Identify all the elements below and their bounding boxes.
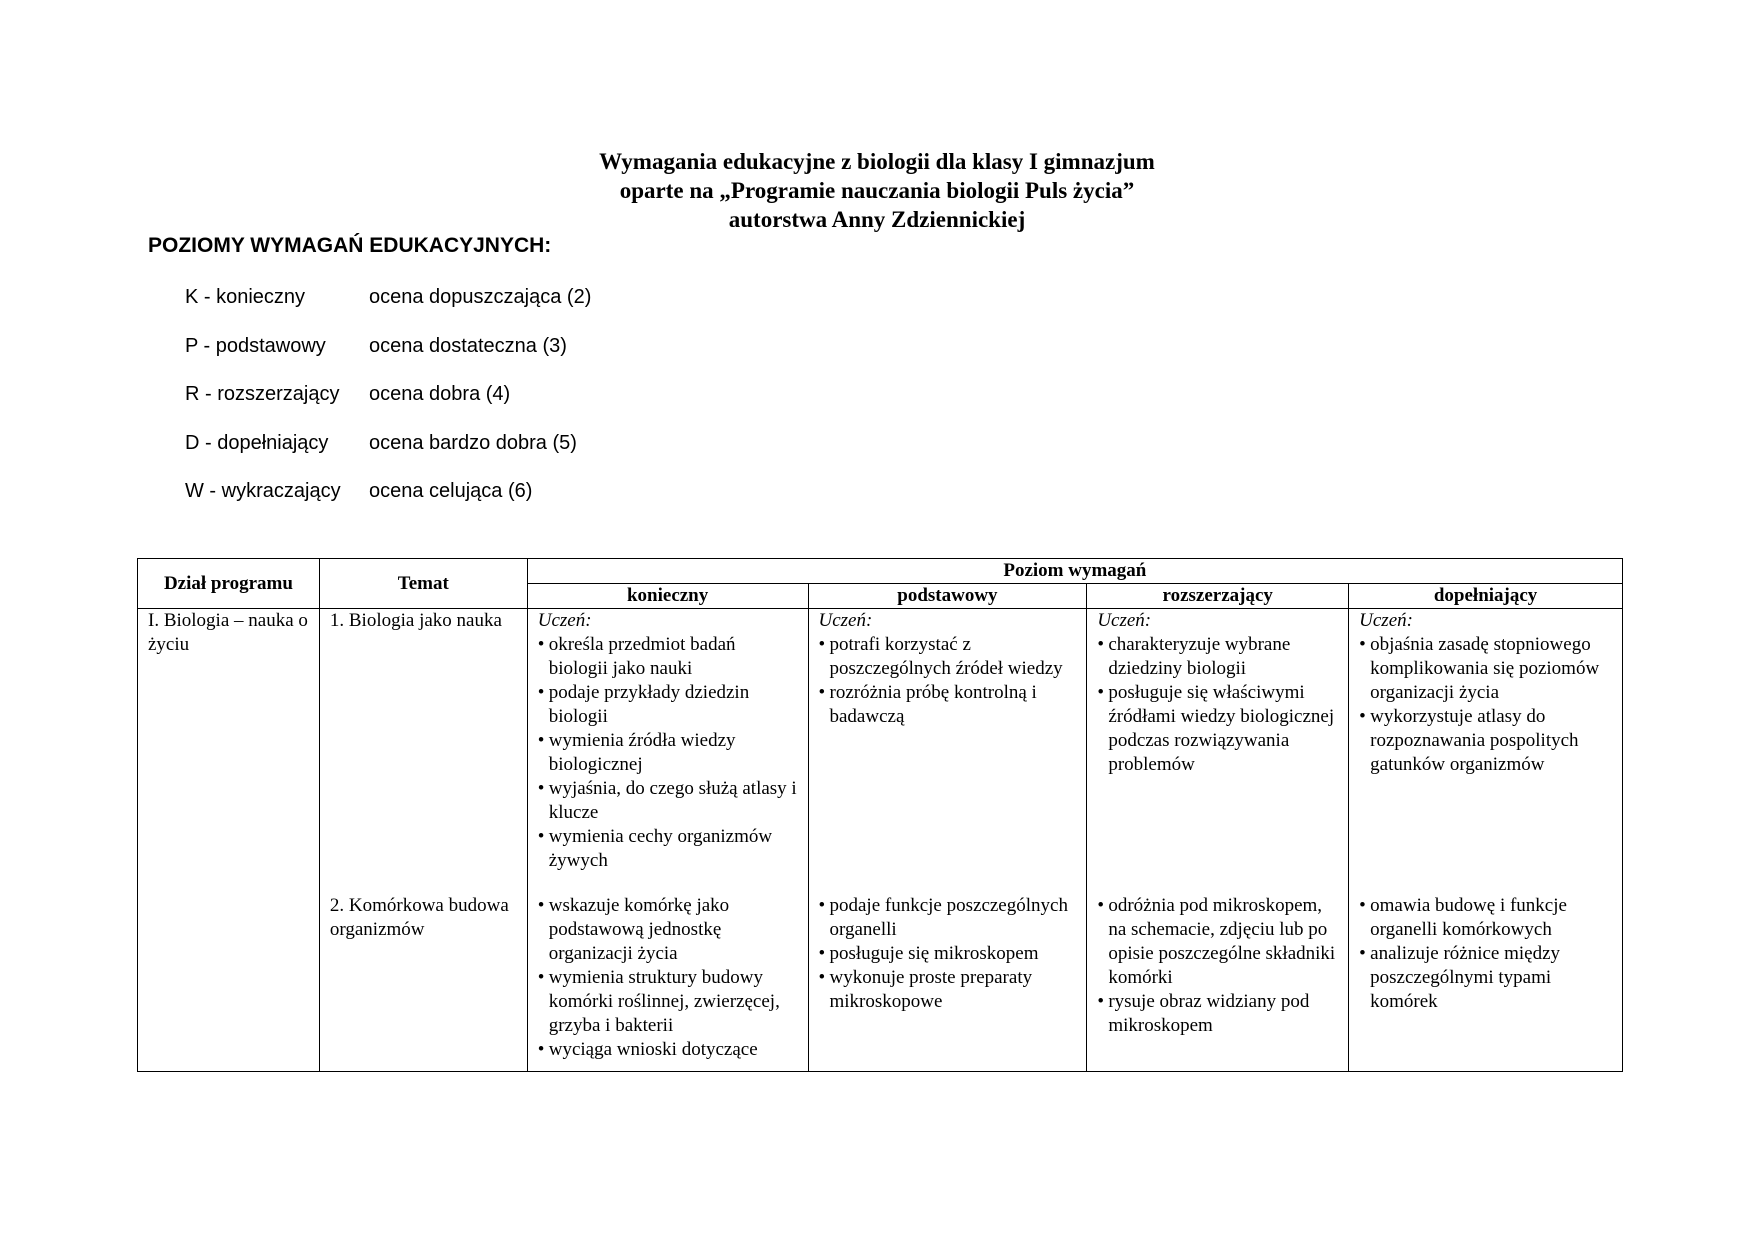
list-item: • potrafi korzystać z poszczególnych źródeł wiedzy xyxy=(819,633,1077,681)
list-item: • określa przedmiot badań biologii jako nauki xyxy=(538,633,798,681)
title-line-1: Wymagania edukacyjne z biologii dla klasy I gimnazjum xyxy=(599,149,1155,174)
cell-dzial xyxy=(138,609,320,1072)
list-item: • analizuje różnice między poszczególnymi typami komórek xyxy=(1359,942,1612,1014)
cell-dopelniajacy xyxy=(1349,609,1623,895)
header-dzial: Dział programu xyxy=(138,559,320,609)
cell-dopelniajacy xyxy=(1349,894,1623,1072)
cell-konieczny xyxy=(527,609,808,895)
list-item: • wskazuje komórkę jako podstawową jednostkę organizacji życia xyxy=(538,894,798,966)
level-code: W - wykraczający xyxy=(185,480,341,502)
level-row xyxy=(185,286,591,335)
title-line-2: oparte na „Programie nauczania biologii Puls życia” xyxy=(619,178,1135,203)
levels-heading: POZIOMY WYMAGAŃ EDUKACYJNYCH: xyxy=(148,234,552,257)
temat-label: 2. Komórkowa budowa organizmów xyxy=(329,895,509,940)
level-row xyxy=(185,480,591,529)
list-item: • objaśnia zasadę stopniowego komplikowania się poziomów organizacji życia xyxy=(1359,633,1612,705)
dzial-label: I. Biologia – nauka o życiu xyxy=(148,610,308,655)
list-item: • omawia budowę i funkcje organelli komórkowych xyxy=(1359,894,1612,942)
cell-rozszerzajacy xyxy=(1087,609,1349,895)
uczen-label: Uczeń: xyxy=(1359,610,1413,631)
table-row xyxy=(138,609,1623,895)
list-item: • wyciąga wnioski dotyczące xyxy=(538,1038,798,1062)
levels-list xyxy=(185,286,591,529)
list-item: • wymienia cechy organizmów żywych xyxy=(538,825,798,873)
cell-rozszerzajacy xyxy=(1087,894,1349,1072)
list-item: • podaje przykłady dziedzin biologii xyxy=(538,681,798,729)
list-item: • posługuje się właściwymi źródłami wiedzy biologicznej podczas rozwiązywania problemów xyxy=(1097,681,1338,777)
list-item: • wykonuje proste preparaty mikroskopowe xyxy=(819,966,1077,1014)
level-code: K - konieczny xyxy=(185,286,306,308)
uczen-label: Uczeń: xyxy=(1097,610,1152,631)
level-row xyxy=(185,432,591,481)
list-item: • odróżnia pod mikroskopem, na schemacie, zdjęciu lub po opisie poszczególne składniki komórki xyxy=(1097,894,1338,990)
title-line-3: autorstwa Anny Zdziennickiej xyxy=(728,207,1026,232)
list-item: • charakteryzuje wybrane dziedziny biologii xyxy=(1097,633,1338,681)
level-row xyxy=(185,383,591,432)
uczen-label: Uczeń: xyxy=(537,610,592,631)
level-grade: ocena dobra (4) xyxy=(369,383,511,405)
requirements-table xyxy=(137,558,1623,1072)
temat-label: 1. Biologia jako nauka xyxy=(329,610,502,631)
list-item: • rozróżnia próbę kontrolną i badawczą xyxy=(819,681,1077,729)
table-row xyxy=(138,894,1623,1072)
uczen-label: Uczeń: xyxy=(818,610,873,631)
cell-temat xyxy=(319,609,527,895)
cell-konieczny xyxy=(527,894,808,1072)
list-item: • wyjaśnia, do czego służą atlasy i klucze xyxy=(538,777,798,825)
cell-podstawowy xyxy=(808,894,1087,1072)
list-item: • wymienia struktury budowy komórki roślinnej, zwierzęcej, grzyba i bakterii xyxy=(538,966,798,1038)
list-item: • wykorzystuje atlasy do rozpoznawania pospolitych gatunków organizmów xyxy=(1359,705,1612,777)
header-temat: Temat xyxy=(319,559,527,609)
header-rozszerzajacy: rozszerzający xyxy=(1087,584,1349,609)
list-item: • wymienia źródła wiedzy biologicznej xyxy=(538,729,798,777)
level-grade: ocena dopuszczająca (2) xyxy=(369,286,592,308)
level-grade: ocena dostateczna (3) xyxy=(369,334,567,357)
header-konieczny: konieczny xyxy=(527,584,808,609)
document-title xyxy=(0,147,1754,234)
level-code: R - rozszerzający xyxy=(185,383,340,405)
cell-temat xyxy=(319,894,527,1072)
list-item: • podaje funkcje poszczególnych organelli xyxy=(819,894,1077,942)
header-poziom: Poziom wymagań xyxy=(527,559,1622,584)
level-code: P - podstawowy xyxy=(185,334,326,357)
level-row xyxy=(185,335,591,384)
header-dopelniajacy: dopełniający xyxy=(1349,584,1623,609)
level-grade: ocena bardzo dobra (5) xyxy=(369,431,577,454)
level-code: D - dopełniający xyxy=(185,431,329,454)
cell-podstawowy xyxy=(808,609,1087,895)
level-grade: ocena celująca (6) xyxy=(369,480,533,502)
list-item: • rysuje obraz widziany pod mikroskopem xyxy=(1097,990,1338,1038)
header-podstawowy: podstawowy xyxy=(808,584,1087,609)
list-item: • posługuje się mikroskopem xyxy=(819,942,1077,966)
